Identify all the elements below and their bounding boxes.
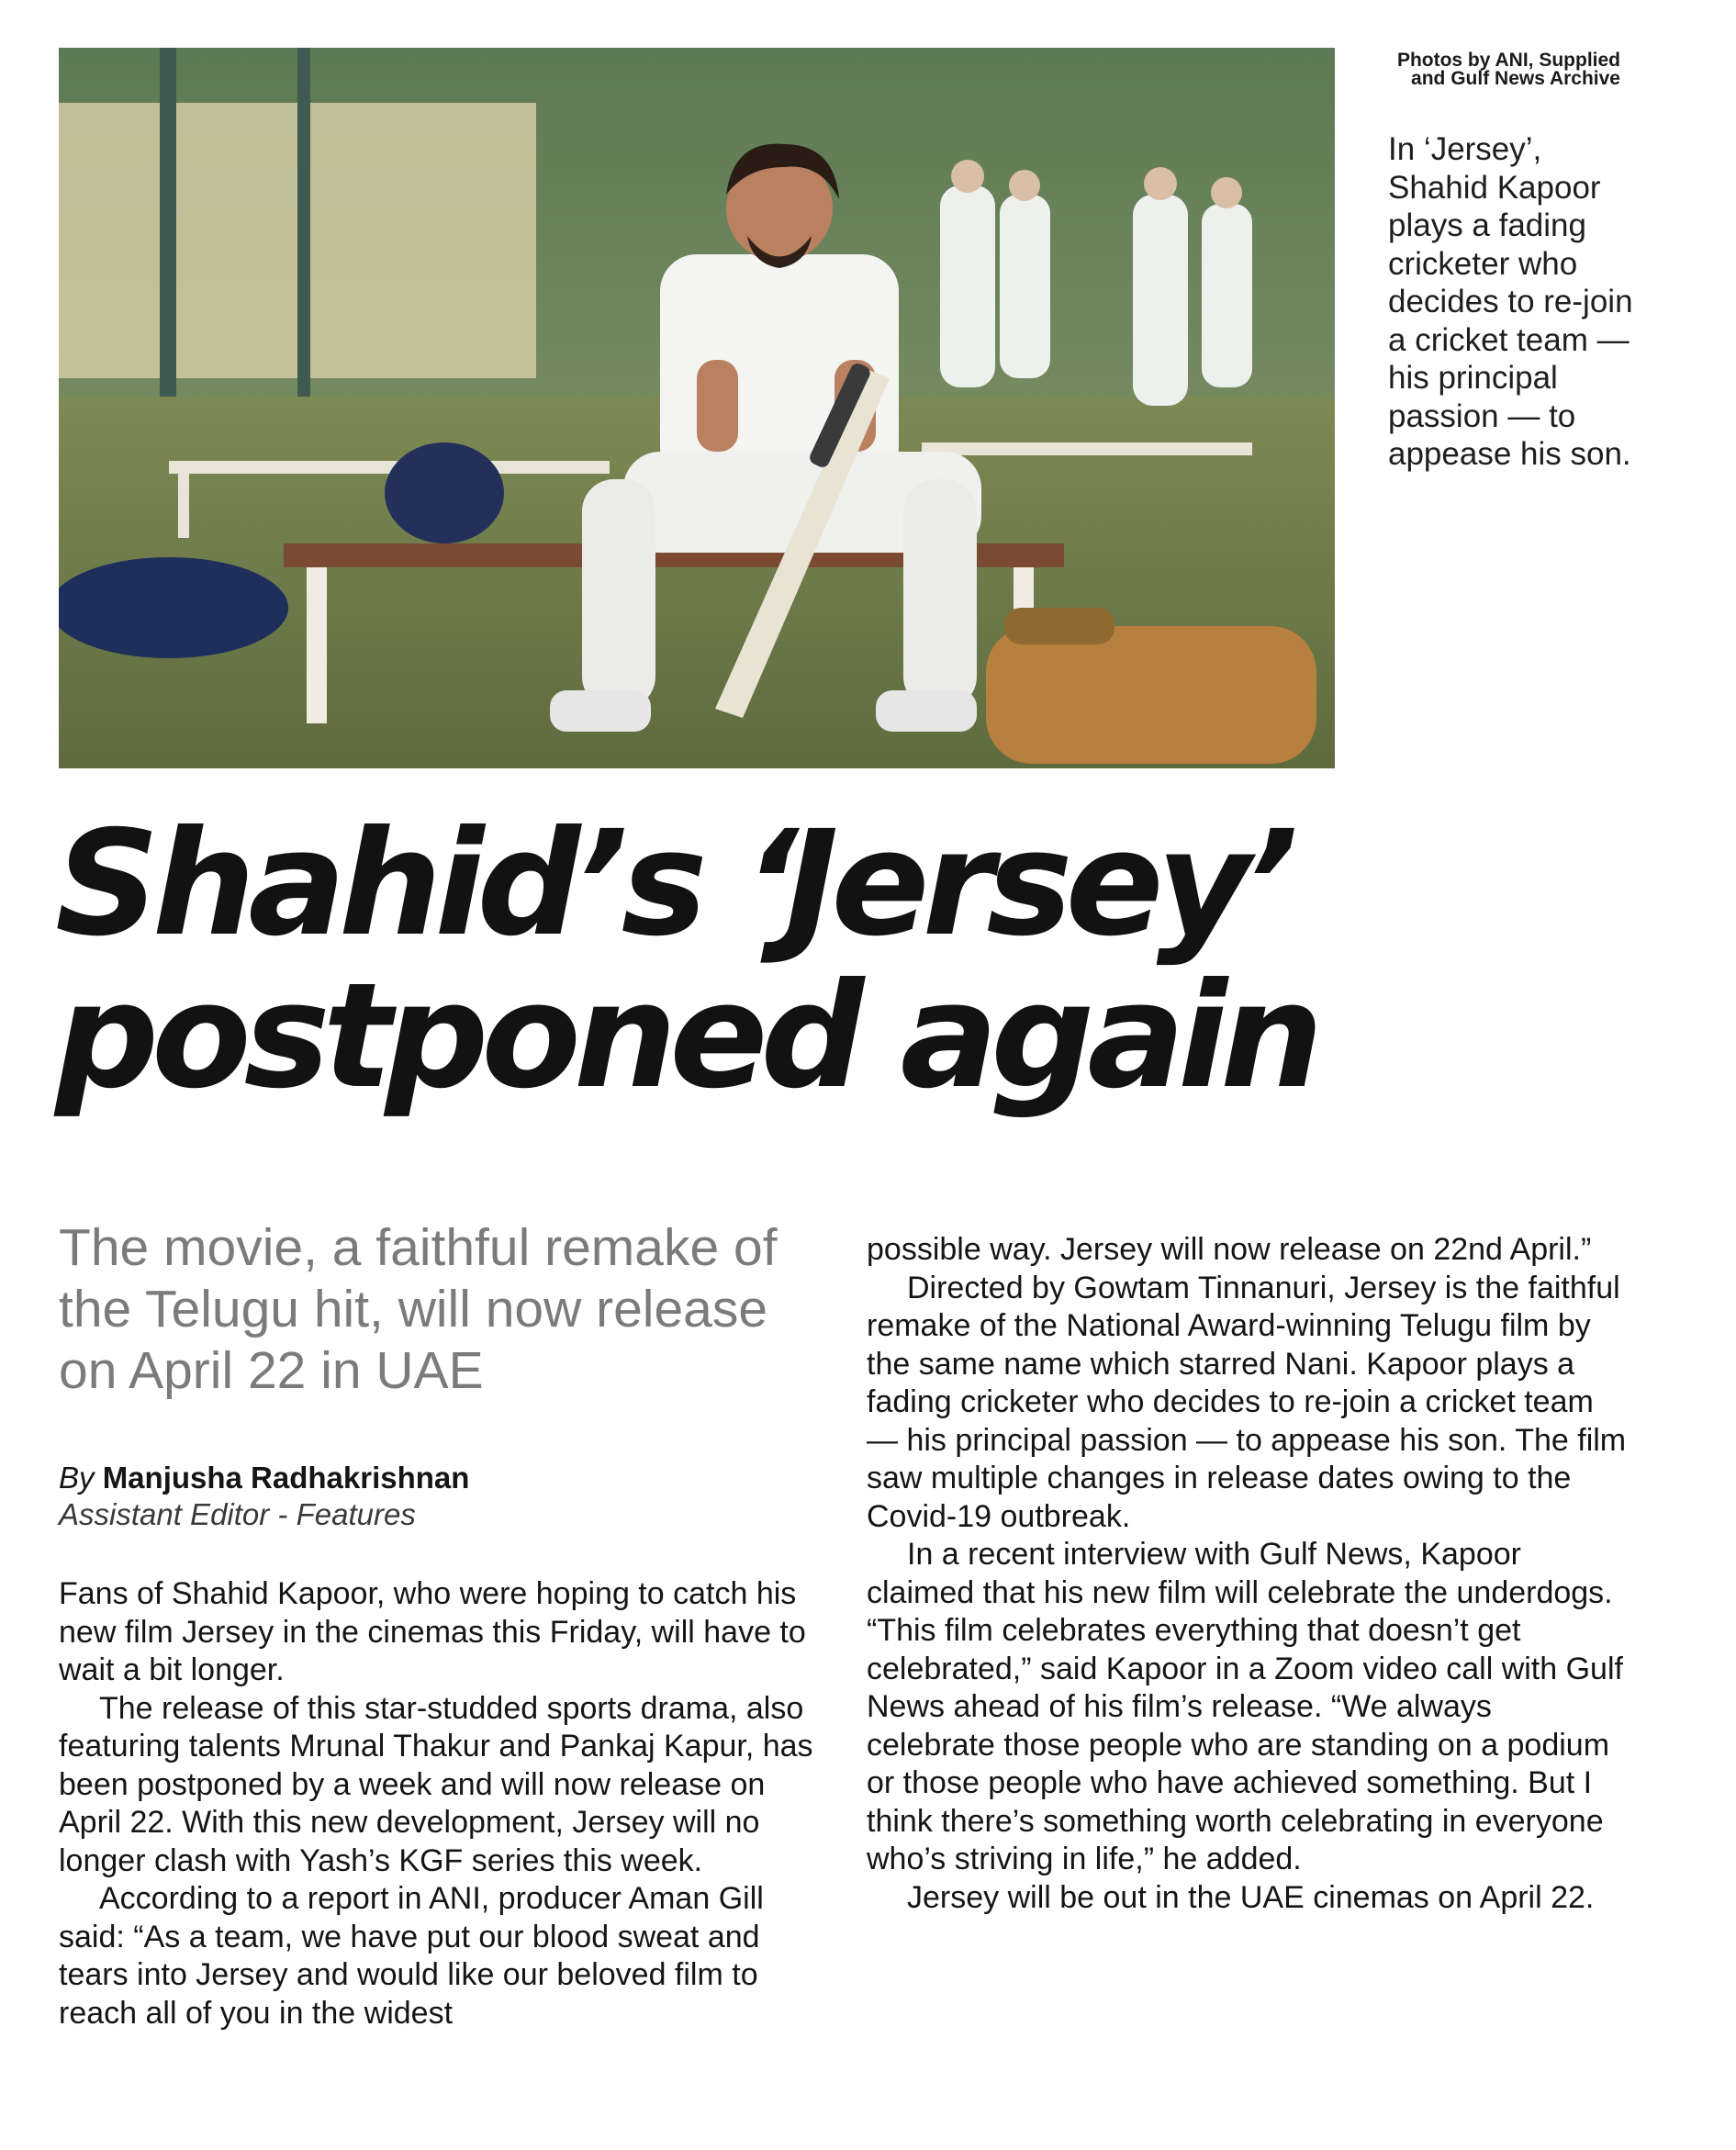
headline-line-1: Shahid’s ‘Jersey’ xyxy=(55,800,1292,969)
paragraph: Jersey will be out in the UAE cinemas on April 22. xyxy=(907,1879,1595,1915)
headline xyxy=(55,800,1487,1121)
byline-prefix: By xyxy=(59,1461,95,1495)
article-column-right xyxy=(867,1231,1629,1917)
byline-author: Manjusha Radhakrishnan xyxy=(102,1461,470,1495)
headline-line-2: postponed again xyxy=(55,952,1316,1121)
paragraph: possible way. Jersey will now release on 22nd April.” xyxy=(867,1232,1592,1267)
article-column-left xyxy=(59,1575,821,2032)
hero-photo xyxy=(59,48,1335,768)
paragraph: According to a report in ANI, producer Aman Gill said: “As a team, we have put our blood sweat and tears into Jersey and would like our beloved film to reach all of you in the widest xyxy=(59,1881,764,2031)
paragraph: The release of this star-studded sports drama, also featuring talents Mrunal Thakur and Pankaj Kapur, has been postponed by a week and will now release on April 22. With this new development, Jersey will no longer clash with Yash’s KGF series this week. xyxy=(59,1690,813,1878)
byline-role: Assistant Editor - Features xyxy=(59,1497,416,1531)
photo-caption: In ‘Jersey’, Shahid Kapoor plays a fading cricketer who decides to re-join a cricket team — his principal passion — to appease his son. xyxy=(1388,131,1633,472)
paragraph: Fans of Shahid Kapoor, who were hoping to catch his new film Jersey in the cinemas this Friday, will have to wait a bit longer. xyxy=(59,1576,806,1687)
byline xyxy=(59,1460,821,1533)
paragraph: Directed by Gowtam Tinnanuri, Jersey is the faithful remake of the National Award-winning Telugu film by the same name which starred Nani. Kapoor plays a fading cricketer who decides to re-join a cricket team — his principal passion — to appease his son. The film saw multiple changes in release dates owing to the Covid-19 outbreak. xyxy=(867,1270,1627,1534)
photo-credit: Photos by ANI, Supplied and Gulf News Archive xyxy=(1396,50,1620,89)
standfirst: The movie, a faithful remake of the Telugu hit, will now release on April 22 in UAE xyxy=(59,1218,778,1400)
paragraph: In a recent interview with Gulf News, Kapoor claimed that his new film will celebrate the underdogs. “This film celebrates everything that doesn’t get celebrated,” said Kapoor in a Zoom video call with Gulf News ahead of his film’s release. “We always celebrate those people who are standing on a podium or those people who have achieved something. But I think there’s something worth celebrating in everyone who’s striving in life,” he added. xyxy=(867,1537,1623,1876)
